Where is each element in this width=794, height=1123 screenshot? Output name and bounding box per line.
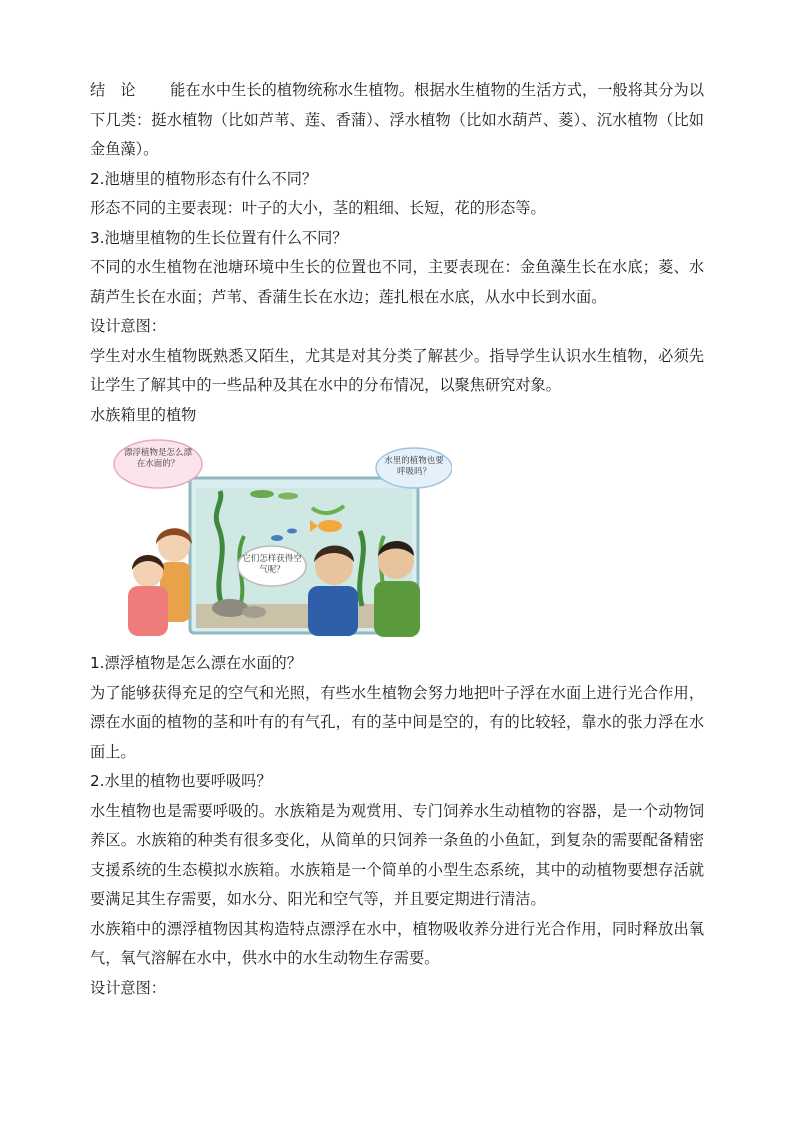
p2-title: 2.水里的植物也要呼吸吗？	[90, 772, 272, 790]
p2-answer-b: 水族箱中的漂浮植物因其构造特点漂浮在水中，植物吸收养分进行光合作用，同时释放出氧气，氧气溶解在水中，供水中的水生动物生存需要。	[90, 919, 704, 967]
section-title: 水族箱里的植物	[90, 405, 197, 424]
design-label-2: 设计意图：	[90, 978, 166, 997]
bubble-left-text: 漂浮植物是怎么漂在水面的？	[123, 448, 192, 469]
conclusion-paragraph	[90, 76, 704, 165]
bubble-right-text: 水里的植物也要呼吸吗？	[384, 456, 444, 477]
q3-answer: 不同的水生植物在池塘环境中生长的位置也不同，主要表现在：金鱼藻生长在水底；菱、水葫芦生长在水面；芦苇、香蒲生长在水边；莲扎根在水底，从水中长到水面。	[90, 258, 704, 306]
design-label-1: 设计意图：	[90, 317, 166, 335]
q3-title: 3.池塘里植物的生长位置有什么不同？	[90, 228, 348, 247]
conclusion-text: 能在水中生长的植物统称水生植物。根据水生植物的生活方式，一般将其分为以下几类：挺水植物（比如芦苇、莲、香蒲）、浮水植物（比如水葫芦、菱）、沉水植物（比如金鱼藻）。	[90, 81, 704, 158]
aquarium-illustration	[112, 436, 452, 641]
q2-title: 2.池塘里的植物形态有什么不同？	[90, 169, 318, 188]
bubble-center-text: 它们怎样获得空气呢？	[242, 554, 302, 575]
p2-answer-a: 水生植物也是需要呼吸的。水族箱是为观赏用、专门饲养水生动植物的容器，是一个动物饲养区。水族箱的种类有很多变化，从简单的只饲养一条鱼的小鱼缸，到复杂的需要配备精密支援系统的生态模拟水族箱。水族箱是一个简单的小型生态系统，其中的动植物要想存活就要满足其生存需要，如水分、阳光和空气等，并且要定期进行清洁。	[90, 801, 704, 908]
design-text-1: 学生对水生植物既熟悉又陌生，尤其是对其分类了解甚少。指导学生认识水生植物，必须先让学生了解其中的一些品种及其在水中的分布情况，以聚焦研究对象。	[90, 346, 704, 394]
q2-answer: 形态不同的主要表现：叶子的大小，茎的粗细、长短，花的形态等。	[90, 199, 546, 217]
document-page	[90, 76, 704, 1003]
p1-title: 1.漂浮植物是怎么漂在水面的？	[90, 654, 302, 672]
p1-answer: 为了能够获得充足的空气和光照，有些水生植物会努力地把叶子浮在水面上进行光合作用，漂在水面的植物的茎和叶有的有气孔，有的茎中间是空的，有的比较轻，靠水的张力浮在水面上。	[90, 683, 704, 761]
conclusion-label: 结 论	[90, 81, 136, 99]
